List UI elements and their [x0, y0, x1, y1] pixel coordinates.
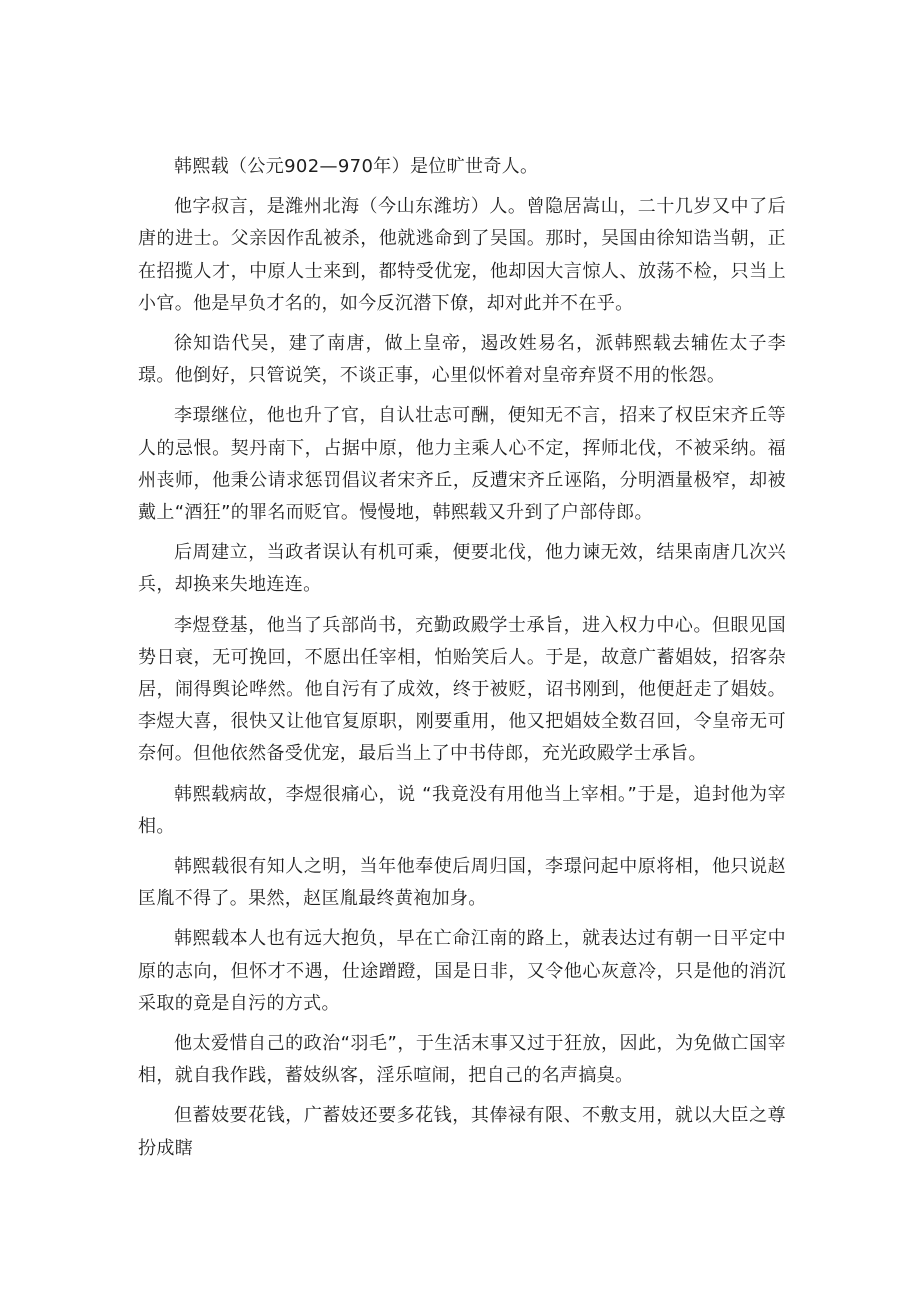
paragraph-later-zhou: 后周建立，当政者误认有机可乘，便要北伐，他力谏无效，结果南唐几次兴兵，却换来失地连连。	[138, 542, 786, 596]
paragraph-expenses: 但蓄妓要花钱，广蓄妓还要多花钱，其俸禄有限、不敷支用，就以大臣之尊扮成瞎	[138, 1105, 786, 1159]
paragraph-intro: 韩熙载（公元902—970年）是位旷世奇人。	[174, 156, 539, 177]
paragraph-insight: 韩熙载很有知人之明，当年他奉使后周归国，李璟问起中原将相，他只说赵匡胤不得了。果然，赵匡胤最终黄袍加身。	[138, 856, 786, 910]
paragraph-southern-tang: 徐知诰代吴，建了南唐，做上皇帝，遏改姓易名，派韩熙载去辅佐太子李璟。他倒好，只管说笑，不谈正事，心里似怀着对皇帝弃贤不用的怅怨。	[138, 333, 786, 387]
paragraph-early-life: 他字叔言，是潍州北海（今山东潍坊）人。曾隐居嵩山，二十几岁又中了后唐的进士。父亲因作乱被杀，他就逃命到了吴国。那时，吴国由徐知诰当朝，正在招揽人才，中原人士来到，都特受优宠，他却因大言惊人、放荡不检，只当上小官。他是早负才名的，如今反沉潜下僚，却对此并不在乎。	[138, 196, 786, 314]
paragraph-li-yu-reign: 李煜登基，他当了兵部尚书，充勤政殿学士承旨，进入权力中心。但眼见国势日衰，无可挽回，不愿出任宰相，怕贻笑后人。于是，故意广蓄娼妓，招客杂居，闹得舆论哗然。他自污有了成效，终于被贬，诏书刚到，他便赶走了娼妓。李煜大喜，很快又让他官复原职，刚要重用，他又把娼妓全数召回，令皇帝无可奈何。但他依然备受优宠，最后当上了中书侍郎，充光政殿学士承旨。	[138, 614, 786, 765]
paragraph-ambition: 韩熙载本人也有远大抱负，早在亡命江南的路上，就表达过有朝一日平定中原的志向，但怀才不遇，仕途蹭蹬，国是日非，又令他心灰意冷，只是他的消沉采取的竟是自污的方式。	[138, 928, 786, 1014]
paragraph-li-jing-reign: 李璟继位，他也升了官，自认壮志可酬，便知无不言，招来了权臣宋齐丘等人的忌恨。契丹南下，占据中原，他力主乘人心不定，挥师北伐，不被采纳。福州丧师，他秉公请求惩罚倡议者宋齐丘，反遭宋齐丘诬陷，分明酒量极窄，却被戴上“酒狂”的罪名而贬官。慢慢地，韩熙载又升到了户部侍郎。	[138, 405, 786, 524]
article-body	[138, 151, 786, 1173]
paragraph-death: 韩熙载病故，李煜很痛心，说 “我竟没有用他当上宰相。”于是，追封他为宰相。	[138, 783, 786, 837]
paragraph-reputation: 他太爱惜自己的政治“羽毛”，于生活末事又过于狂放，因此，为免做亡国宰相，就自我作践，蓄妓纵客，淫乐喧闹，把自己的名声搞臭。	[138, 1033, 786, 1087]
